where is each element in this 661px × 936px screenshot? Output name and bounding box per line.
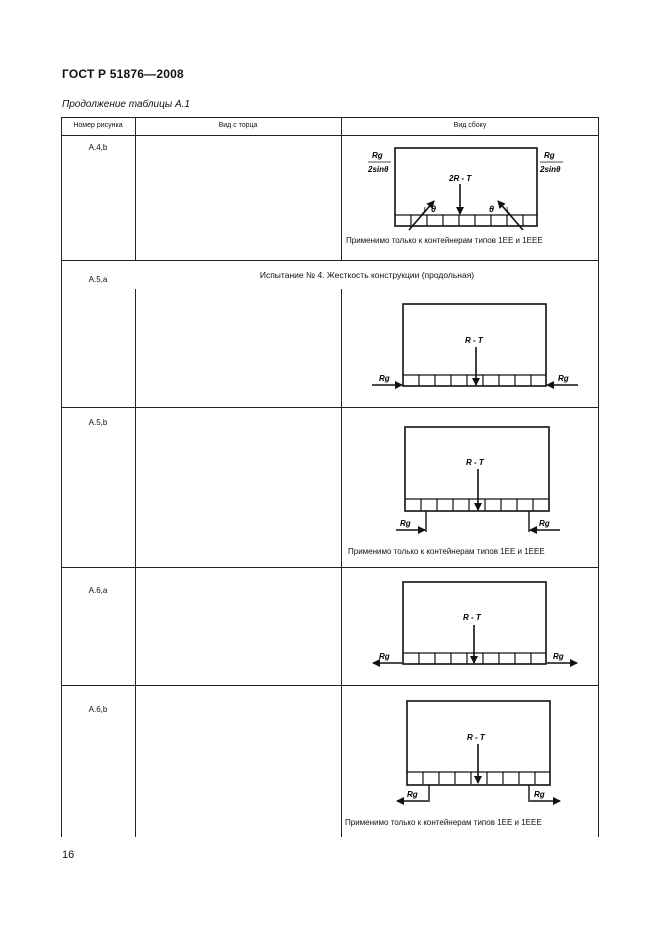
- right-force-label: Rg: [539, 519, 550, 528]
- center-force-label: 2R - T: [449, 174, 472, 183]
- applicability-note: Применимо только к контейнерам типов 1ЕЕ и 1ЕЕЕ: [345, 818, 542, 827]
- applicability-note: Применимо только к контейнерам типов 1ЕЕ и 1ЕЕЕ: [348, 547, 545, 556]
- right-force-label: Rg: [553, 652, 564, 661]
- column-header: Номер рисунка: [73, 122, 123, 129]
- diagram-a6b: [341, 685, 599, 837]
- center-force-label: R - T: [467, 733, 485, 742]
- right-force-den: 2sinθ: [540, 165, 561, 174]
- left-force-label: Rg: [379, 652, 390, 661]
- diagram-a5b: [341, 407, 599, 567]
- diagram-a5a: [341, 289, 599, 407]
- column-header: Вид с торца: [218, 122, 258, 129]
- left-force-den: 2sinθ: [368, 165, 389, 174]
- right-force-label: Rg: [534, 790, 545, 799]
- test-title: Испытание № 4. Жесткость конструкции (продольная): [259, 270, 475, 280]
- angle-label: θ: [431, 204, 437, 214]
- center-force-label: R - T: [466, 458, 484, 467]
- angle-label: θ: [489, 204, 495, 214]
- row-id: A.6,b: [88, 705, 108, 714]
- document-header: ГОСТ Р 51876—2008: [62, 67, 184, 81]
- row-id: A.5,b: [88, 418, 108, 427]
- row-id: A.6,a: [88, 586, 108, 595]
- left-force-label: Rg: [407, 790, 418, 799]
- left-force-label: Rg: [379, 374, 390, 383]
- page-number: 16: [62, 849, 75, 861]
- row-id: A.5,a: [88, 275, 108, 284]
- column-header: Вид сбоку: [453, 122, 487, 129]
- row-id: A.4,b: [88, 143, 108, 152]
- right-force-label: Rg: [558, 374, 569, 383]
- applicability-note: Применимо только к контейнерам типов 1ЕЕ и 1ЕЕЕ: [346, 236, 543, 245]
- center-force-label: R - T: [465, 336, 483, 345]
- right-force-num: Rg: [544, 151, 555, 160]
- left-force-label: Rg: [400, 519, 411, 528]
- center-force-label: R - T: [463, 613, 481, 622]
- table-caption: Продолжение таблицы А.1: [62, 99, 190, 110]
- left-force-num: Rg: [372, 151, 383, 160]
- diagram-a6a: [341, 567, 599, 685]
